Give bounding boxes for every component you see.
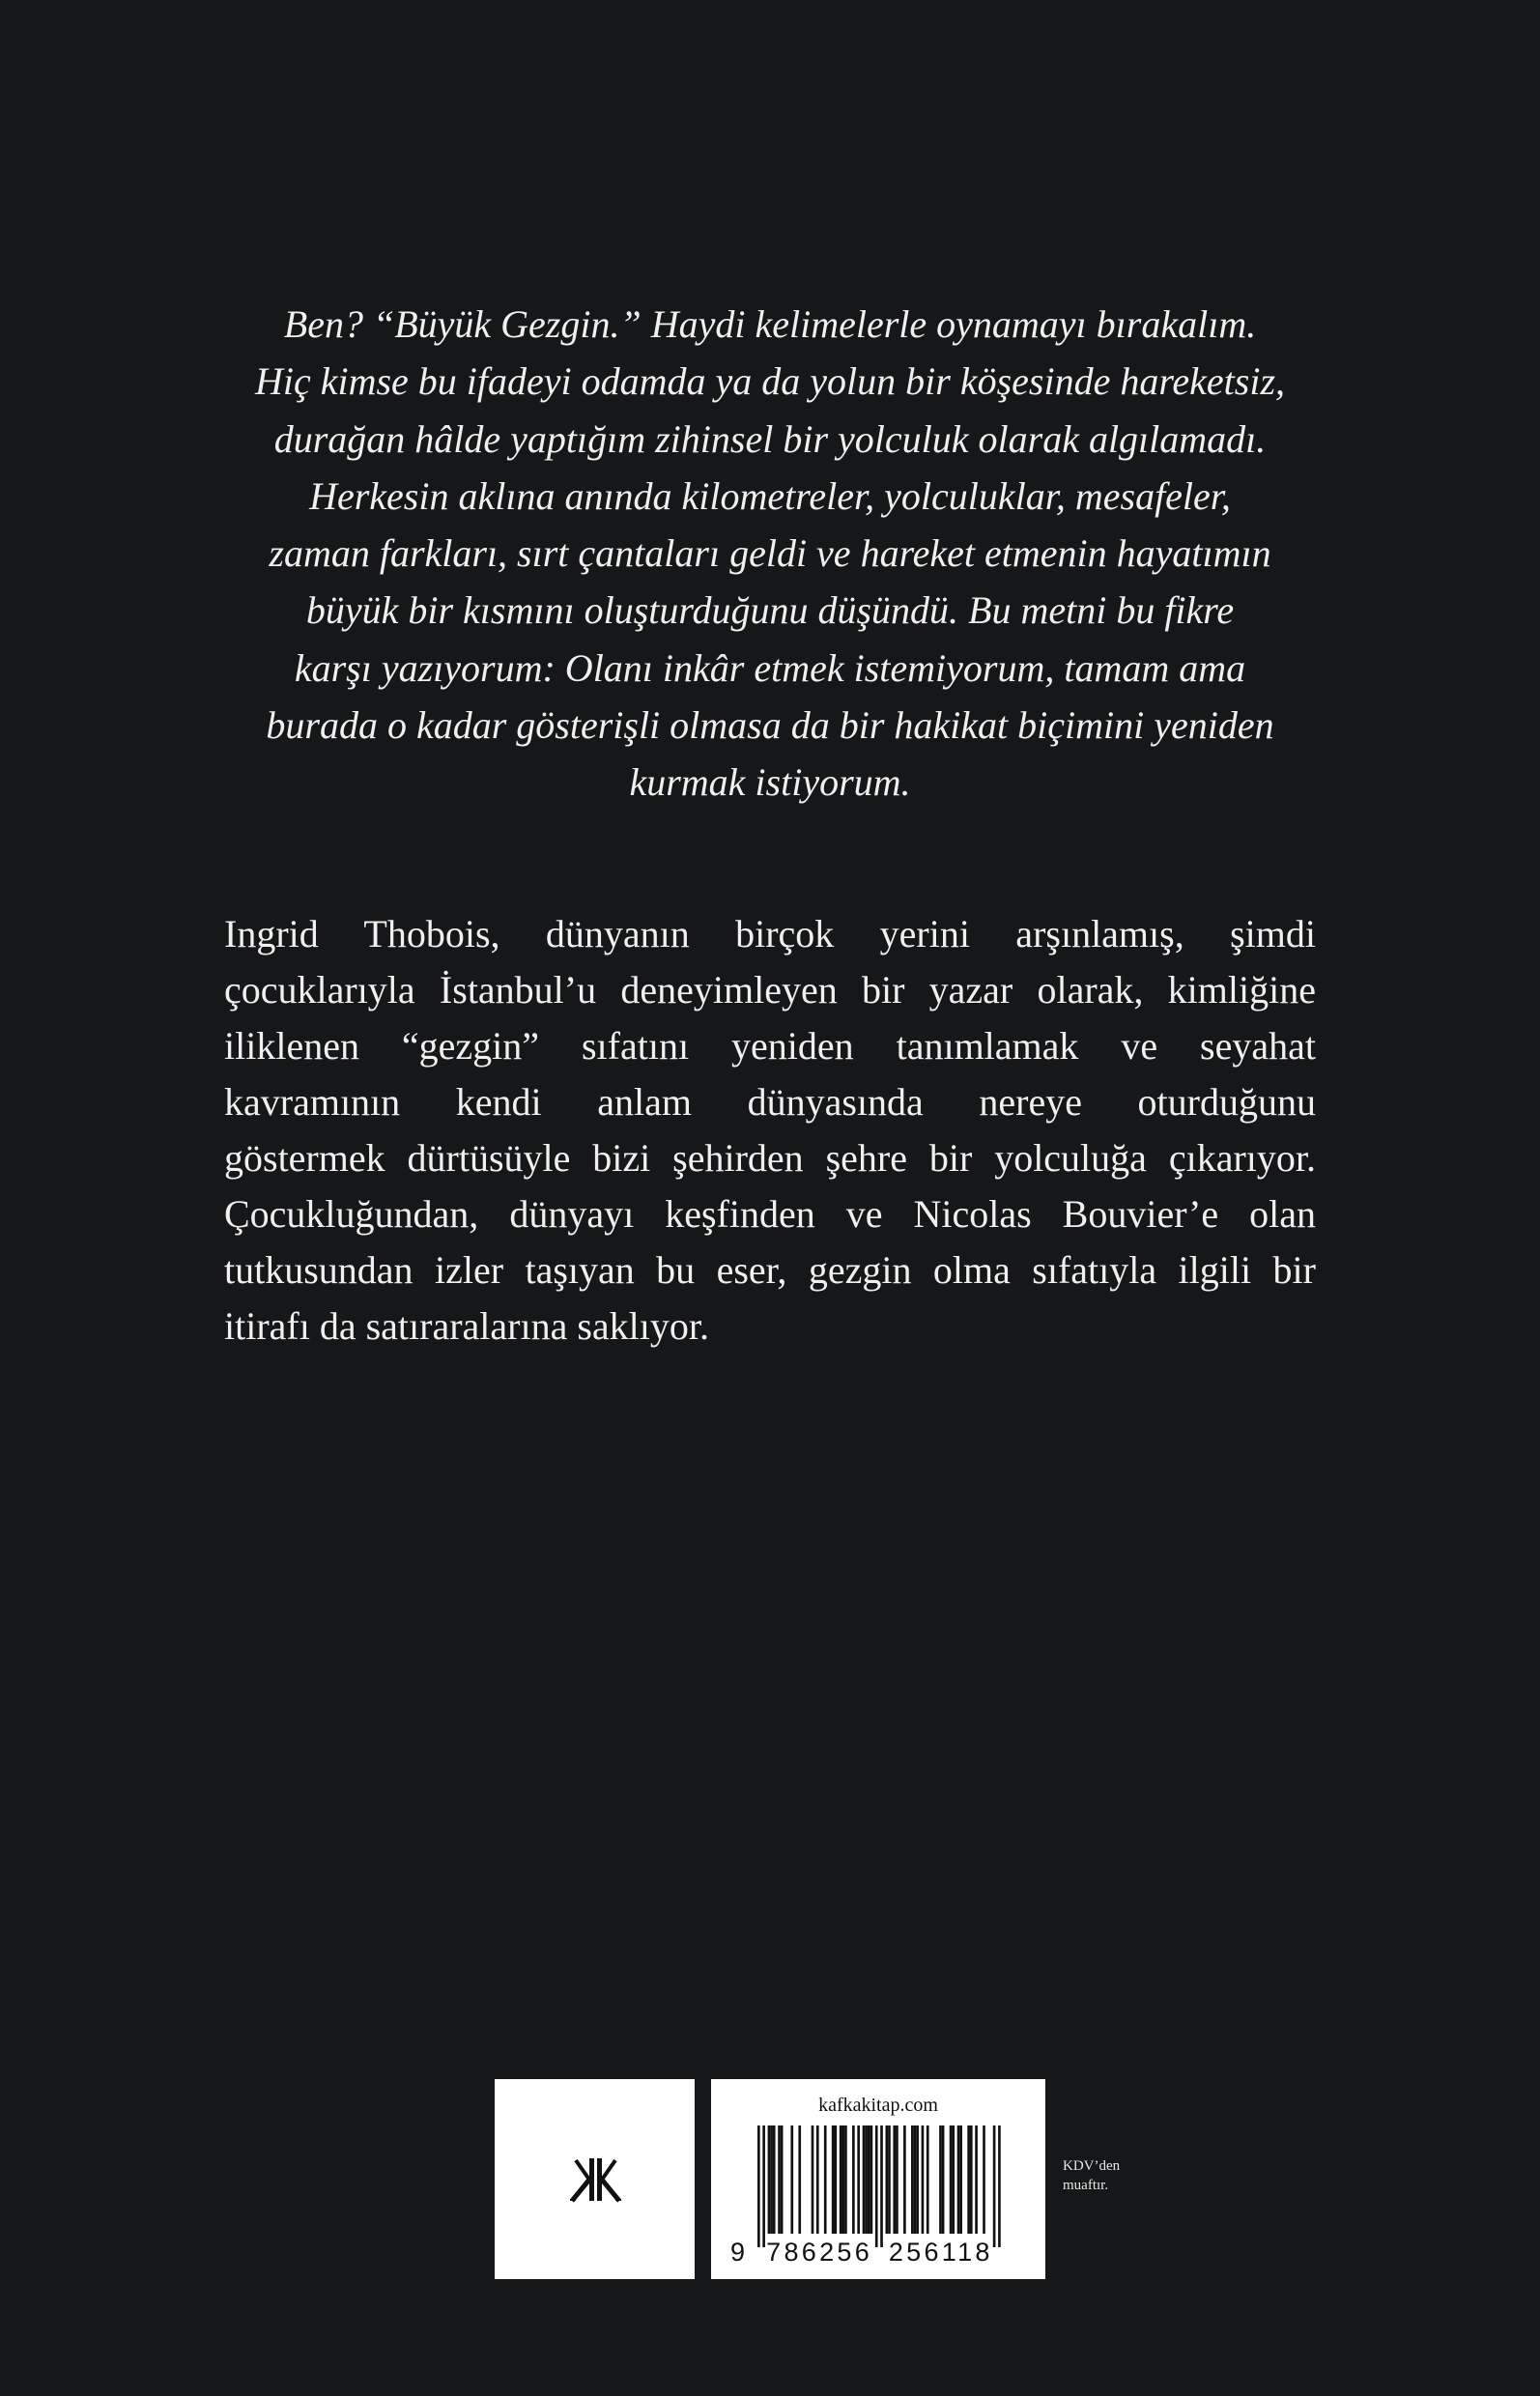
barcode-bar: [903, 2125, 906, 2234]
barcode-bar: [875, 2125, 878, 2247]
barcode-bar: [852, 2125, 855, 2234]
barcode-bar: [870, 2125, 873, 2234]
barcode-bar: [967, 2125, 970, 2234]
description-line: çocuklarıyla İstanbul’u deneyimleyen bir yazar olarak, kimliğine: [224, 968, 1316, 1012]
barcode-bar: [798, 2125, 801, 2234]
publisher-logo-box: [495, 2079, 695, 2279]
barcode-bar: [911, 2125, 914, 2234]
barcode-bar: [896, 2125, 898, 2234]
quote-line: durağan hâlde yaptığım zihinsel bir yolculuk olarak algılamadı.: [273, 416, 1267, 461]
barcode-bar: [816, 2125, 819, 2234]
barcode-bar: [942, 2125, 945, 2234]
isbn-barcode-box: [711, 2079, 1045, 2279]
description-line: kavramının kendi anlam dünyasında nereye oturduğunu: [224, 1080, 1316, 1124]
barcode-bar: [824, 2125, 827, 2234]
description-line: Çocukluğundan, dünyayı keşfinden ve Nicolas Bouvier’e olan: [224, 1192, 1316, 1236]
barcode-bar: [812, 2125, 814, 2234]
vat-exempt-line: KDV’den: [1063, 2158, 1121, 2174]
kafka-kk-logo-icon: [495, 2079, 695, 2279]
back-cover-quote: [222, 296, 1318, 812]
barcode-bar: [939, 2125, 942, 2234]
quote-line: burada o kadar gösterişli olmasa da bir hakikat biçimini yeniden: [266, 703, 1274, 748]
barcode-bar: [844, 2125, 847, 2234]
barcode-bar: [957, 2125, 960, 2234]
description-line: Ingrid Thobois, dünyanın birçok yerini arşınlamış, şimdi: [224, 912, 1316, 956]
isbn-left-digits: 786256: [766, 2238, 873, 2267]
barcode-bar: [970, 2125, 973, 2234]
barcode-bar: [835, 2125, 838, 2234]
quote-line: zaman farkları, sırt çantaları geldi ve hareket etmenin hayatımın: [269, 531, 1271, 576]
barcode-bar: [840, 2125, 842, 2234]
barcode-bar: [768, 2125, 771, 2234]
barcode-bar: [841, 2125, 844, 2234]
isbn-right-digits: 256118: [888, 2238, 993, 2267]
barcode-bar: [927, 2125, 929, 2234]
barcode-bar: [762, 2125, 765, 2247]
barcode-bar: [865, 2125, 868, 2234]
description-line: göstermek dürtüsüyle bizi şehirden şehre bir yolculuğa çıkarıyor.: [224, 1136, 1316, 1180]
quote-line: büyük bir kısmını oluşturduğunu düşündü. Bu metni bu fikre: [305, 588, 1235, 633]
vat-exempt-line: muaftır.: [1063, 2178, 1109, 2193]
barcode-bar: [998, 2125, 1001, 2247]
barcode-bar: [952, 2125, 955, 2234]
quote-line: Ben? “Büyük Gezgin.” Haydi kelimelerle oynamayı bırakalım.: [283, 302, 1257, 346]
quote-line: Herkesin aklına anında kilometreler, yolculuklar, mesafeler,: [309, 473, 1231, 518]
barcode-bar: [773, 2125, 776, 2234]
barcode-bar: [888, 2125, 891, 2234]
barcode-bar: [886, 2125, 889, 2234]
barcode-bar: [950, 2125, 953, 2234]
book-description: [224, 906, 1316, 1355]
isbn-lead-digit: 9: [730, 2238, 749, 2267]
barcode-bar: [914, 2125, 917, 2234]
barcode-bar: [857, 2125, 860, 2234]
barcode-bar: [959, 2125, 962, 2234]
publisher-website: kafkakitap.com: [818, 2095, 938, 2116]
description-line: iliklenen “gezgin” sıfatını yeniden tanımlamak ve seyahat: [224, 1024, 1316, 1068]
quote-line: karşı yazıyorum: Olanı inkâr etmek istemiyorum, tamam ama: [294, 645, 1246, 690]
isbn-number: [730, 2238, 1036, 2268]
barcode-bar: [993, 2125, 996, 2247]
barcode-bar: [832, 2125, 835, 2234]
barcode-bar: [790, 2125, 793, 2234]
description-line: tutkusundan izler taşıyan bu eser, gezgin olma sıfatıyla ilgili bir: [224, 1248, 1316, 1292]
barcode-bar: [916, 2125, 919, 2234]
quote-line: kurmak istiyorum.: [629, 760, 911, 805]
barcode-bar: [781, 2125, 784, 2234]
barcode-bar: [880, 2125, 883, 2247]
barcode-bar: [975, 2125, 978, 2234]
barcode-bar: [868, 2125, 870, 2234]
barcode-bar: [922, 2125, 925, 2234]
barcode-bar: [983, 2125, 985, 2234]
vat-exempt-note: [1063, 2156, 1150, 2195]
barcode-bar: [757, 2125, 760, 2247]
barcode-bar: [893, 2125, 896, 2234]
barcode-bar: [770, 2125, 773, 2234]
quote-line: Hiç kimse bu ifadeyi odamda ya da yolun bir köşesinde hareketsiz,: [254, 359, 1286, 404]
barcode-bar: [863, 2125, 866, 2234]
barcode-bar: [778, 2125, 781, 2234]
description-line: itirafı da satıraralarına saklıyor.: [224, 1304, 710, 1348]
